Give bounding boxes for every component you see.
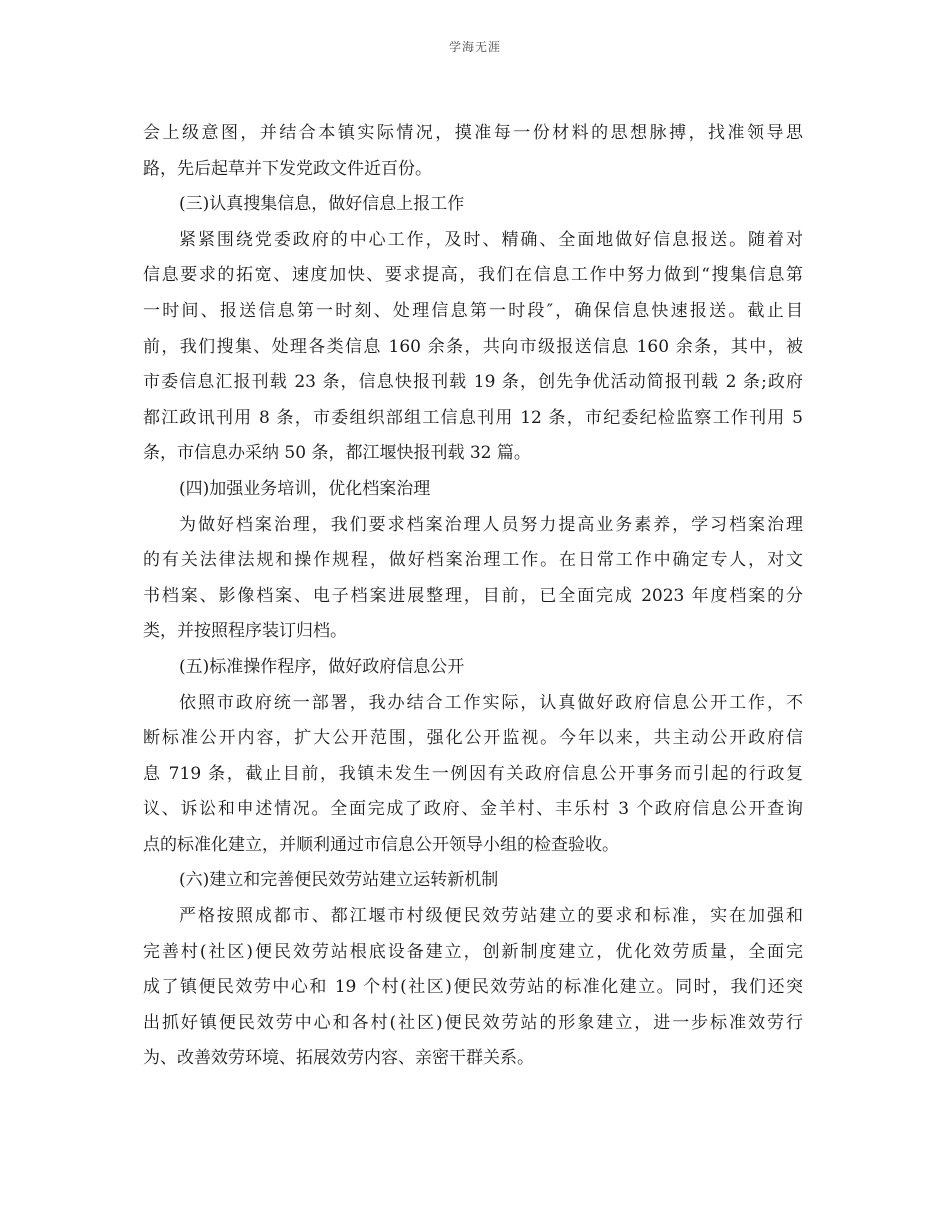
text-line: 市委信息汇报刊载 23 条，信息快报刊载 19 条，创先争优活动简报刊载 2 条;政府 xyxy=(143,372,803,393)
text-line: 出抓好镇便民效劳中心和各村(社区)便民效劳站的形象建立，进一步标准效劳行 xyxy=(143,1012,803,1033)
text-line: 会上级意图，并结合本镇实际情况，摸准每一份材料的思想脉搏，找准领导思 xyxy=(143,123,803,143)
text-line: 一时间、报送信息第一时刻、处理信息第一时段″，确保信息快速报送。截止目 xyxy=(143,300,803,321)
text-line: 书档案、影像档案、电子档案进展整理，目前，已全面完成 2023 年度档案的分 xyxy=(143,585,803,606)
document-body xyxy=(143,116,803,1077)
text-line: 点的标准化建立，并顺利通过市信息公开领导小组的检查验收。 xyxy=(143,834,619,855)
text-line: 的有关法律法规和操作规程，做好档案治理工作。在日常工作中确定专人，对文 xyxy=(143,550,803,571)
text-line: 前，我们搜集、处理各类信息 160 余条，共向市级报送信息 160 余条，其中，被 xyxy=(143,336,803,357)
section-heading: (六)建立和完善便民效劳站建立运转新机制 xyxy=(179,870,499,891)
text-line: 成了镇便民效劳中心和 19 个村(社区)便民效劳站的标准化建立。同时，我们还突 xyxy=(143,977,803,998)
text-line: 依照市政府统一部署，我办结合工作实际，认真做好政府信息公开工作，不 xyxy=(179,692,803,713)
section-heading: (五)标准操作程序，做好政府信息公开 xyxy=(179,656,465,677)
text-line: 严格按照成都市、都江堰市村级便民效劳站建立的要求和标准，实在加强和 xyxy=(179,906,803,927)
text-line: 议、诉讼和申述情况。全面完成了政府、金羊村、丰乐村 3 个政府信息公开查询 xyxy=(143,799,803,820)
text-line: 为做好档案治理，我们要求档案治理人员努力提高业务素养，学习档案治理 xyxy=(179,514,803,535)
section-heading: (四)加强业务培训，优化档案治理 xyxy=(179,478,431,499)
text-line: 息 719 条，截止目前，我镇未发生一例因有关政府信息公开事务而引起的行政复 xyxy=(143,763,803,784)
text-line: 完善村(社区)便民效劳站根底设备建立，创新制度建立，优化效劳质量，全面完 xyxy=(143,941,803,962)
text-line: 紧紧围绕党委政府的中心工作，及时、精确、全面地做好信息报送。随着对 xyxy=(179,229,803,250)
text-line: 类，并按照程序装订归档。 xyxy=(143,621,347,642)
text-line: 信息要求的拓宽、速度加快、要求提高，我们在信息工作中努力做到“搜集信息第 xyxy=(143,265,803,286)
text-line: 断标准公开内容，扩大公开范围，强化公开监视。今年以来，共主动公开政府信 xyxy=(143,728,803,749)
text-line: 都江政讯刊用 8 条，市委组织部组工信息刊用 12 条，市纪委纪检监察工作刊用 5 xyxy=(143,407,803,428)
section-heading: (三)认真搜集信息，做好信息上报工作 xyxy=(179,194,465,215)
page-header: 学海无涯 xyxy=(448,40,501,54)
text-line: 条，市信息办采纳 50 条，都江堰快报刊载 32 篇。 xyxy=(143,443,531,464)
text-line: 为、改善效劳环境、拓展效劳内容、亲密干群关系。 xyxy=(143,1048,534,1069)
text-line: 路，先后起草并下发党政文件近百份。 xyxy=(143,158,432,179)
